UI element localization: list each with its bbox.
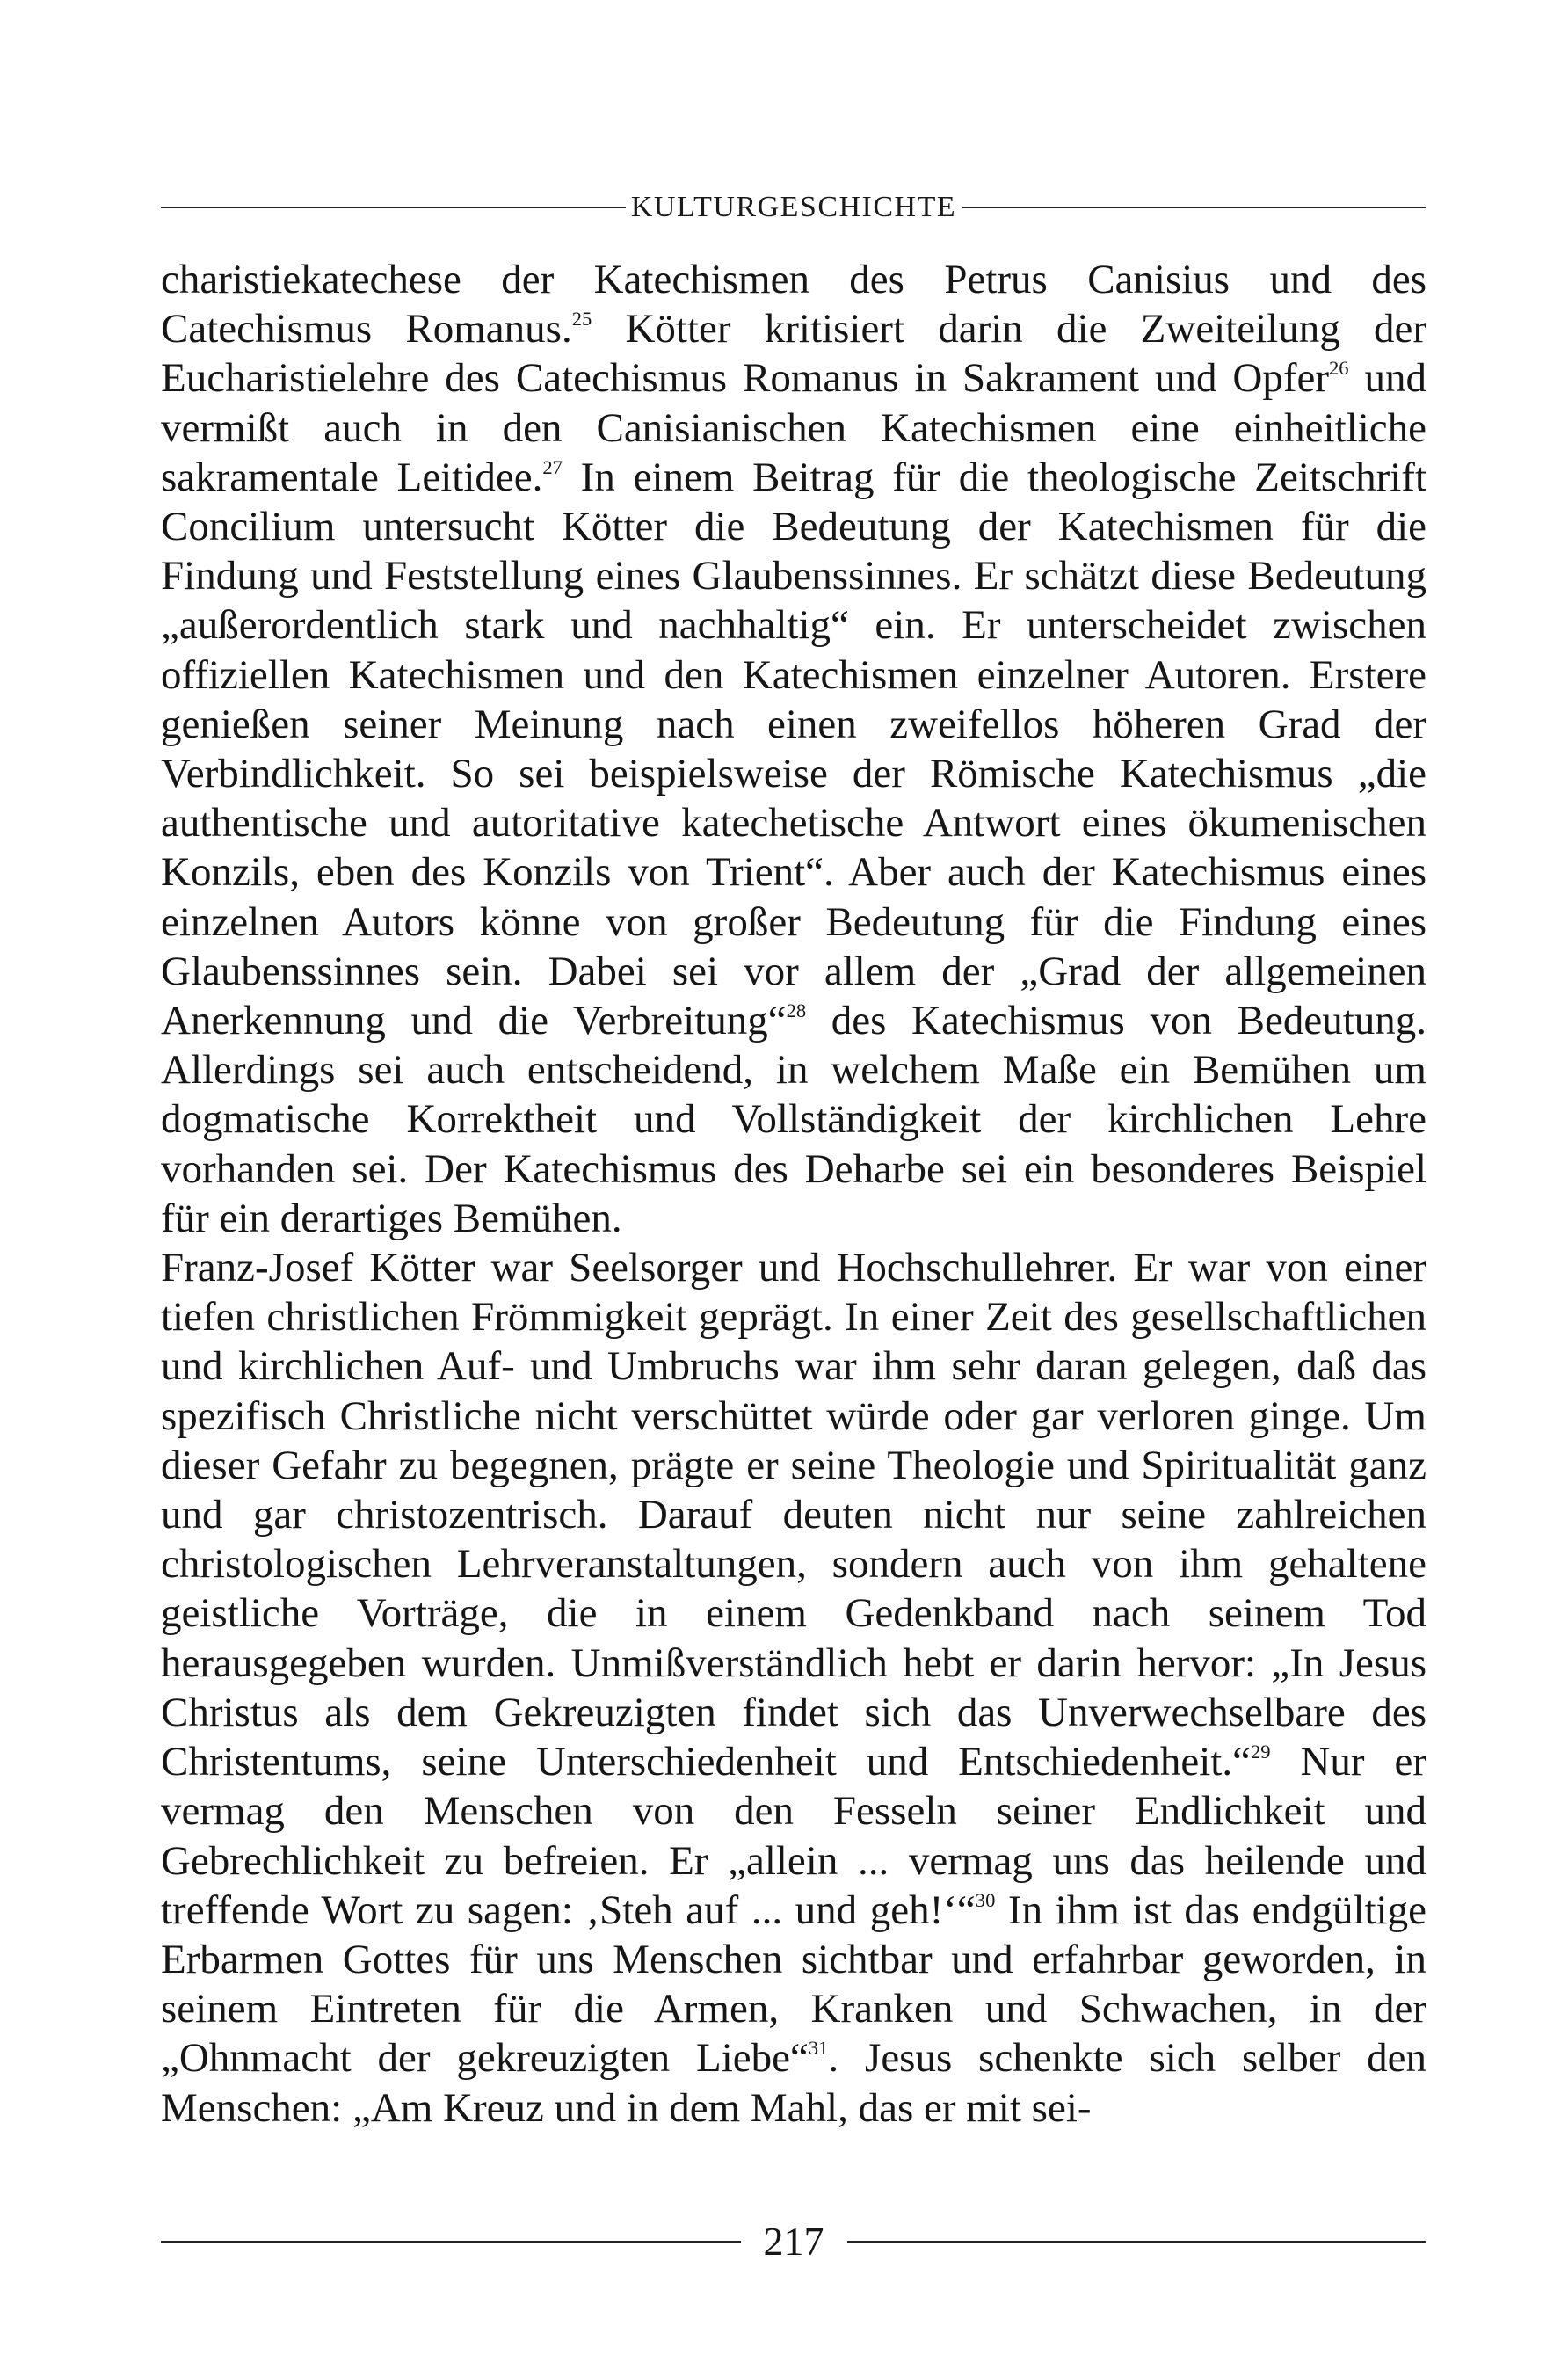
- text-run: In ihm ist das endgültige Erbarmen Gottes für uns Menschen sichtbar und erfahrbar geworden, in seinem Eintreten für die Armen, Kranken und Schwachen, in der „Ohnmacht der gekreuzigten Liebe“: [161, 1887, 1426, 2082]
- footer-rule-left: [161, 2241, 741, 2243]
- paragraph: [161, 1243, 1426, 2133]
- footnote-marker: 25: [571, 308, 592, 331]
- text-run: Nur er vermag den Menschen von den Fesseln seiner Endlichkeit und Gebrechlichkeit zu befreien. Er „allein ... vermag uns das heilende und treffende Wort zu sagen: ‚Steh auf ... und geh!‘“: [161, 1739, 1427, 1933]
- body-text: [161, 255, 1426, 2133]
- header-rule-left: [161, 207, 626, 208]
- running-header: [161, 188, 1426, 227]
- text-run: Kötter kritisiert darin die Zweiteilung der Eucharistielehre des Catechismus Romanus in Sakrament und Opfer: [161, 306, 1426, 402]
- text-run: . Jesus schenkte sich selber den Menschen: „Am Kreuz und in dem Mahl, das er mit sei-: [161, 2035, 1426, 2131]
- paragraph: [161, 255, 1426, 1243]
- footnote-marker: 31: [808, 2037, 829, 2060]
- footer-rule-right: [847, 2241, 1427, 2243]
- text-run: charistiekatechese der Katechismen des Petrus Canisius und des Catechismus Romanus.: [161, 257, 1426, 353]
- footnote-marker: 27: [542, 455, 563, 478]
- text-run: Franz-Josef Kötter war Seelsorger und Hochschullehrer. Er war von einer tiefen christlichen Frömmigkeit geprägt. In einer Zeit des gesellschaftlichen und kirchlichen Auf- und Umbruchs war ihm sehr daran gelegen, daß das spezifisch Christliche nicht verschüttet würde oder gar verloren ginge. Um dieser Gefahr zu begegnen, prägte er seine Theologie und Spiritualität ganz und gar christozentrisch. Darauf deuten nicht nur seine zahlreichen christologischen Lehrveranstaltungen, sondern auch von ihm gehaltene geistliche Vorträge, die in einem Gedenkband nach seinem Tod herausgegeben wurden. Unmißverständlich hebt er darin hervor: „In Jesus Christus als dem Gekreuzigten findet sich das Unverwechselbare des Christentums, seine Unterschiedenheit und Entschiedenheit.“: [161, 1245, 1426, 1785]
- footnote-marker: 29: [1250, 1740, 1271, 1763]
- footnote-marker: 28: [786, 999, 807, 1021]
- text-run: des Katechismus von Bedeutung. Allerdings sei auch entscheidend, in welchem Maße ein Bemühen um dogmatische Korrektheit und Vollständigkeit der kirchlichen Lehre vorhanden sei. Der Katechismus des Deharbe sei ein besonderes Beispiel für ein derartiges Bemühen.: [161, 998, 1426, 1241]
- running-header-title: KULTURGESCHICHTE: [630, 191, 957, 223]
- text-run: und vermißt auch in den Canisianischen Katechismen eine einheitliche sakramentale Leitidee.: [161, 355, 1427, 500]
- footnote-marker: 30: [975, 1888, 996, 1911]
- page-number: 217: [763, 2219, 824, 2264]
- book-page: [161, 176, 1426, 2294]
- header-rule-right: [962, 207, 1426, 208]
- page-footer: [161, 2217, 1426, 2266]
- footnote-marker: 26: [1329, 357, 1349, 380]
- text-run: In einem Beitrag für die theologische Zeitschrift Concilium untersucht Kötter die Bedeutung der Katechismen für die Findung und Feststellung eines Glaubenssinnes. Er schätzt diese Bedeutung „außerordentlich stark und nachhaltig“ ein. Er unterscheidet zwischen offiziellen Katechismen und den Katechismen einzelner Autoren. Erstere genießen seiner Meinung nach einen zweifellos höheren Grad der Verbindlichkeit. So sei beispielsweise der Römische Katechismus „die authentische und autoritative katechetische Antwort eines ökumenischen Konzils, eben des Konzils von Trient“. Aber auch der Katechismus eines einzelnen Autors könne von großer Bedeutung für die Findung eines Glaubenssinnes sein. Dabei sei vor allem der „Grad der allgemeinen Anerkennung und die Verbreitung“: [161, 454, 1426, 1044]
